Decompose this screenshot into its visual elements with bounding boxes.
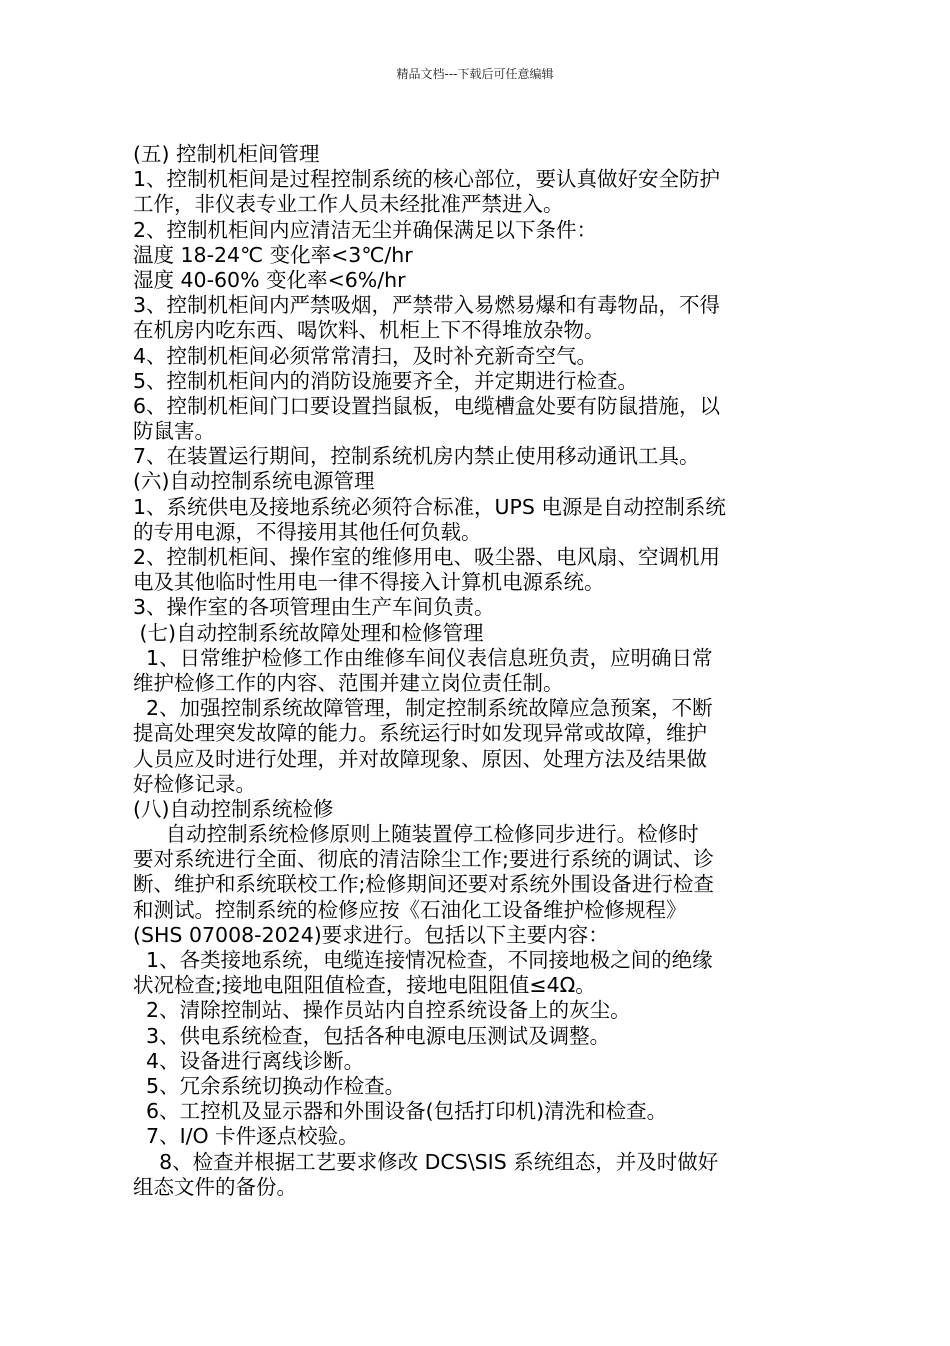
text-line: 4、控制机柜间必须常常清扫，及时补充新奇空气。: [133, 343, 598, 368]
text-line: 湿度 40-60% 变化率<6%/hr: [133, 267, 406, 292]
text-line: 提高处理突发故障的能力。系统运行时如发现异常或故障，维护: [133, 721, 707, 746]
text-line: 状况检查;接地电阻阻值检查，接地电阻阻值≤4Ω。: [133, 973, 596, 998]
text-line: 2、加强控制系统故障管理，制定控制系统故障应急预案，不断: [133, 696, 713, 721]
text-line: 2、清除控制站、操作员站内自控系统设备上的灰尘。: [133, 998, 631, 1023]
section-heading: (七)自动控制系统故障处理和检修管理: [133, 620, 484, 645]
text-line: 5、冗余系统切换动作检查。: [133, 1073, 406, 1098]
text-line: 3、操作室的各项管理由生产车间负责。: [133, 595, 495, 620]
text-line: 6、控制机柜间门口要设置挡鼠板，电缆槽盒处要有防鼠措施，以: [133, 393, 721, 418]
text-line: 组态文件的备份。: [133, 1174, 297, 1199]
text-line: 维护检修工作的内容、范围并建立岗位责任制。: [133, 670, 564, 695]
text-line: 自动控制系统检修原则上随装置停工检修同步进行。检修时: [133, 822, 699, 847]
text-line: 和测试。控制系统的检修应按《石油化工设备维护检修规程》: [133, 897, 687, 922]
text-line: 7、I/O 卡件逐点校验。: [133, 1124, 359, 1149]
section-heading: (六)自动控制系统电源管理: [133, 469, 375, 494]
text-line: 4、设备进行离线诊断。: [133, 1048, 365, 1073]
text-line: 1、日常维护检修工作由维修车间仪表信息班负责，应明确日常: [133, 645, 713, 670]
text-line: 温度 18-24℃ 变化率<3℃/hr: [133, 242, 413, 267]
text-line: 的专用电源，不得接用其他任何负载。: [133, 519, 482, 544]
text-line: 7、在装置运行期间，控制系统机房内禁止使用移动通讯工具。: [133, 444, 700, 469]
text-line: 1、控制机柜间是过程控制系统的核心部位，要认真做好安全防护: [133, 167, 721, 192]
text-line: 断、维护和系统联校工作;检修期间还要对系统外围设备进行检查: [133, 872, 714, 897]
page-header: 精品文档---下载后可任意编辑: [396, 67, 554, 81]
text-line: 2、控制机柜间内应清洁无尘并确保满足以下条件：: [133, 217, 598, 242]
text-line: 工作，非仪表专业工作人员未经批准严禁进入。: [133, 192, 564, 217]
text-line: 在机房内吃东西、喝饮料、机柜上下不得堆放杂物。: [133, 318, 605, 343]
text-line: 好检修记录。: [133, 771, 256, 796]
text-line: 3、控制机柜间内严禁吸烟，严禁带入易燃易爆和有毒物品，不得: [133, 293, 721, 318]
section-heading: (五) 控制机柜间管理: [133, 142, 320, 166]
text-line: 3、供电系统检查，包括各种电源电压测试及调整。: [133, 1023, 611, 1048]
document-body: [133, 142, 823, 1200]
text-line: 防鼠害。: [133, 419, 215, 444]
text-line: 6、工控机及显示器和外围设备(包括打印机)清洗和检查。: [133, 1099, 668, 1124]
text-line: 1、系统供电及接地系统必须符合标准，UPS 电源是自动控制系统: [133, 494, 726, 519]
section-heading: (八)自动控制系统检修: [133, 796, 334, 821]
text-line: (SHS 07008-2024)要求进行。包括以下主要内容：: [133, 922, 609, 947]
text-line: 1、各类接地系统，电缆连接情况检查，不同接地极之间的绝缘: [133, 948, 713, 972]
text-line: 8、检查并根据工艺要求修改 DCS\SIS 系统组态，并及时做好: [133, 1149, 719, 1174]
text-line: 电及其他临时性用电一律不得接入计算机电源系统。: [133, 570, 605, 595]
text-line: 人员应及时进行处理，并对故障现象、原因、处理方法及结果做: [133, 746, 707, 771]
text-line: 2、控制机柜间、操作室的维修用电、吸尘器、电风扇、空调机用: [133, 545, 721, 569]
text-line: 5、控制机柜间内的消防设施要齐全，并定期进行检查。: [133, 368, 639, 393]
text-line: 要对系统进行全面、彻底的清洁除尘工作;要进行系统的调试、诊: [133, 847, 714, 872]
